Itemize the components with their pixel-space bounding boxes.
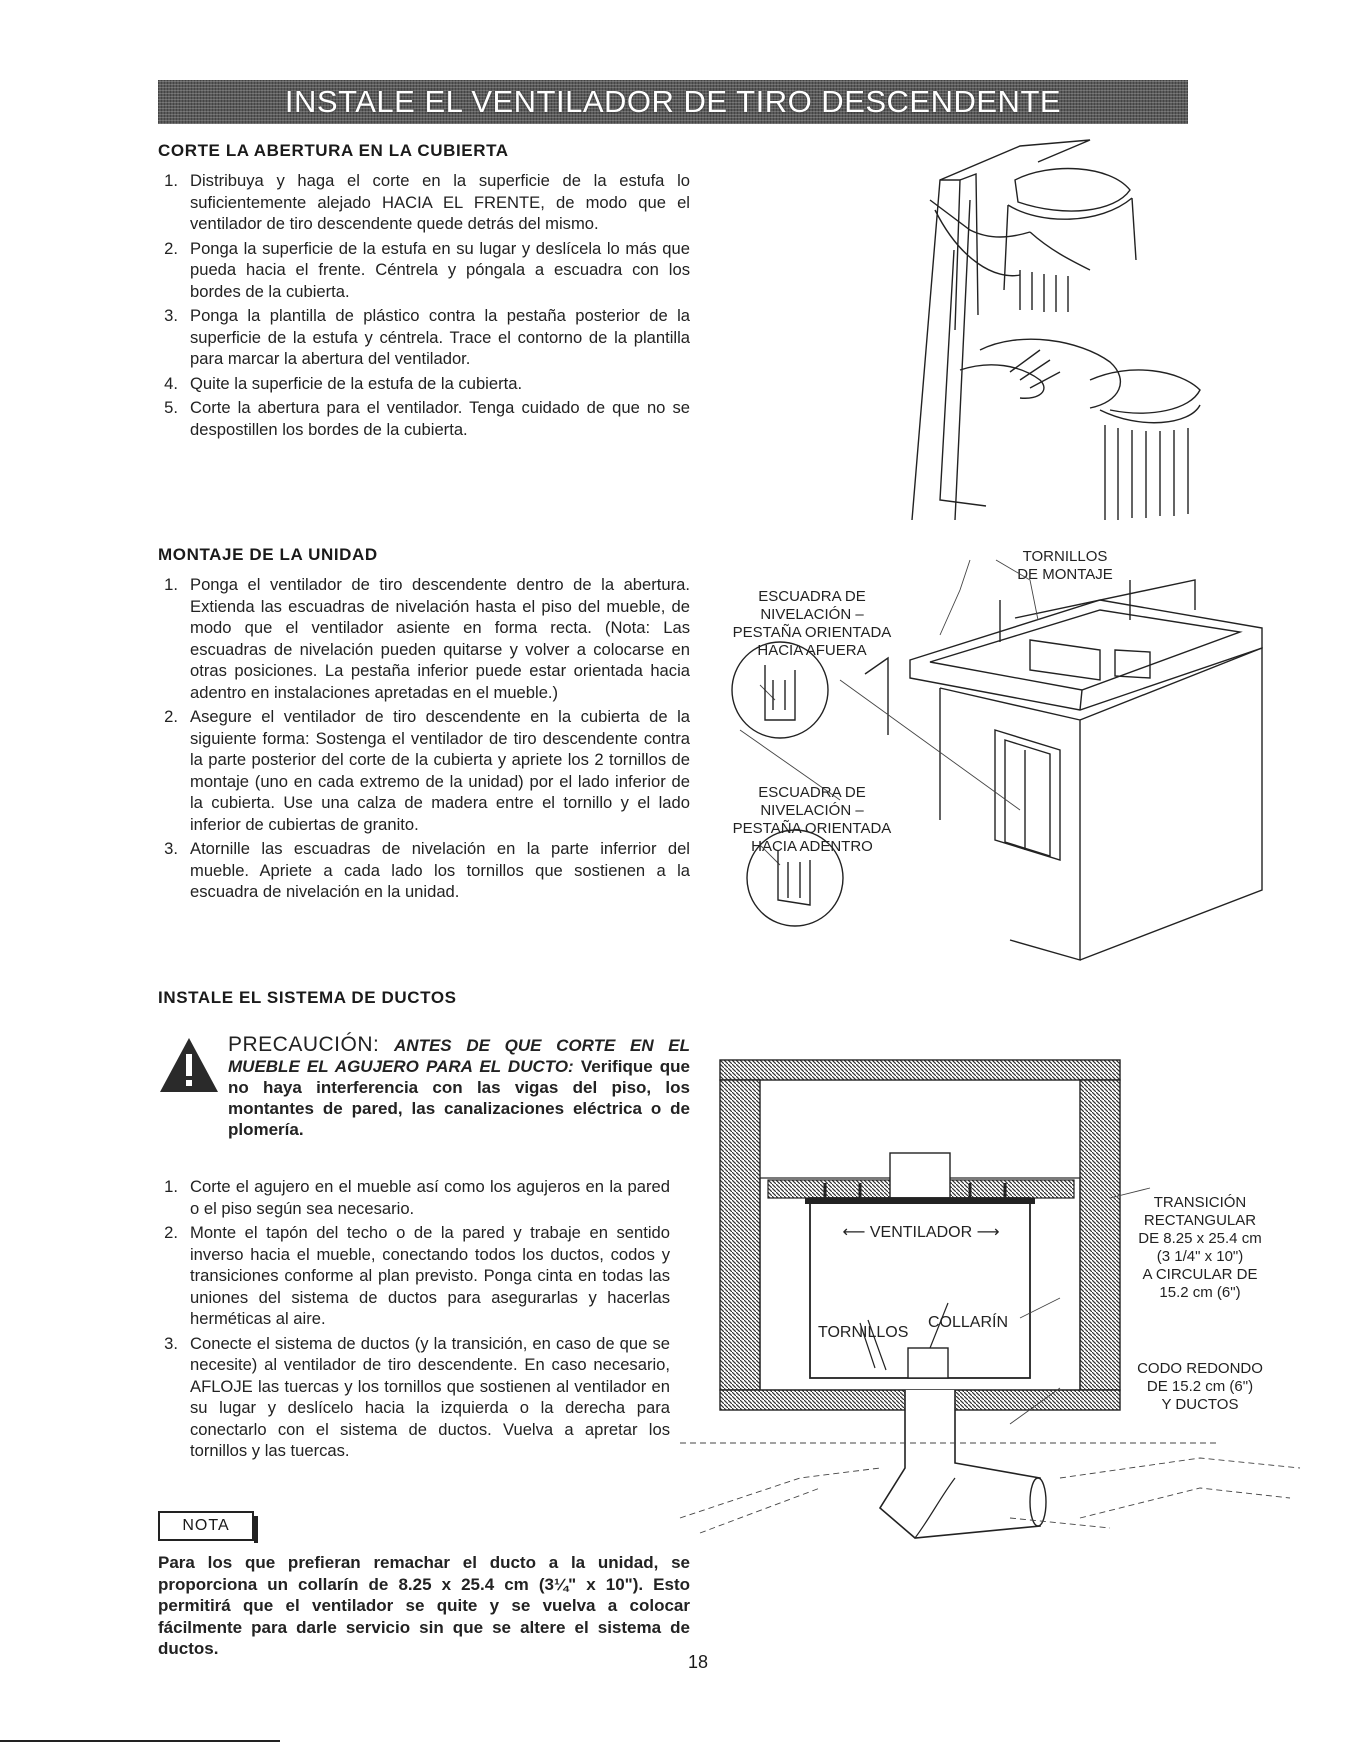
page-title: INSTALE EL VENTILADOR DE TIRO DESCENDENTE — [284, 84, 1062, 119]
label-tornillos: TORNILLOS — [818, 1324, 909, 1341]
footer-rule — [0, 1740, 280, 1742]
label-ventilador: ⟵ VENTILADOR ⟶ — [842, 1224, 1000, 1241]
duct-system-illustration — [680, 1048, 1300, 1558]
arrow-left-icon: ⟵ — [842, 1224, 866, 1241]
label-escuadra-afuera: ESCUADRA DE NIVELACIÓN – PESTAÑA ORIENTADA HACIA AFUERA — [732, 588, 892, 659]
list-item: 3. Ponga la plantilla de plástico contra la pestaña posterior de la superficie de la estufa y céntrela. Trace el contorno de la plantilla para marcar la abertura del ventilador. — [164, 306, 690, 368]
nota-text: Para los que prefieran remachar el ducto a la unidad, se proporciona un collarín de 8.25 x 25.4 cm (3¼" x 10"). Esto permitirá que el ventilador se quite y se vuelva a colocar fácilmente para darle servicio sin que se altere el sistema de ductos. — [158, 1553, 690, 1658]
section-heading-ductos: INSTALE EL SISTEMA DE DUCTOS — [158, 988, 457, 1007]
list-item: 2. Monte el tapón del techo o de la pared y trabaje en sentido inverso hacia el mueble, conectando todos los ductos, codos y transiciones conforme al plan previsto. Ponga cinta en todas las uniones del sistema de ductos para asegurarlas y hacerlas herméticas al aire. — [164, 1223, 670, 1328]
list-item: 3. Conecte el sistema de ductos (y la transición, en caso de que se necesite) al ventilador de tiro descendente. En caso necesario, AFLOJE las tuercas y los tornillos que sostienen al ventilador en su lugar y deslícelo hacia la izquierda o la derecha para conectarlo con el sistema de ductos. Vuelva a apretar los tornillos y las tuercas. — [164, 1333, 670, 1460]
caution-emphasis: ANTES DE QUE CORTE EN EL MUEBLE EL AGUJERO PARA EL DUCTO: — [228, 1036, 690, 1076]
label-tornillos-montaje: TORNILLOS DE MONTAJE — [1017, 548, 1113, 583]
caution-text: Verifique que no haya interferencia con las vigas del piso, los montantes de pared, las canalizaciones eléctrica o de plomería. — [228, 1057, 691, 1139]
label-escuadra-adentro: ESCUADRA DE NIVELACIÓN – PESTAÑA ORIENTADA HACIA ADENTRO — [732, 784, 892, 855]
list-item: 2. Asegure el ventilador de tiro descendente en la cubierta de la siguiente forma: Sostenga el ventilador de tiro descendente contra la parte posterior del corte de la cubierta y apriete los 2 tornillos de montaje (uno en cada extremo de la unidad) por el lado inferior de la cubierta. Use una calza de madera entre el tornillo y el lado inferior de cubiertas de granito. — [164, 707, 690, 834]
steps-montaje — [158, 574, 690, 906]
steps-corte — [158, 170, 690, 443]
caution-title: PRECAUCIÓN: — [228, 1033, 380, 1056]
section-heading-montaje: MONTAJE DE LA UNIDAD — [158, 545, 378, 564]
title-banner — [158, 80, 1188, 124]
list-item: 1. Ponga el ventilador de tiro descendente dentro de la abertura. Extienda las escuadras de nivelación hasta el piso del mueble, de modo que el ventilador asiente en forma recta. (Nota: Las escuadras de nivelación pueden quitarse y volver a colocarse en otras posiciones. La pestaña inferior puede estar orientada hacia adentro en instalaciones apretadas en el mueble.) — [164, 575, 690, 702]
caution-block — [228, 1034, 690, 1140]
list-item: 2. Ponga la superficie de la estufa en su lugar y deslícela lo más que pueda hacia el frente. Céntrela y póngala a escuadra con los bordes de la cubierta. — [164, 238, 690, 301]
list-item: 3. Atornille las escuadras de nivelación en la parte inferrior del mueble. Apriete a cada lado los tornillos que sostienen a la escuadra de nivelación en la unidad. — [164, 839, 690, 901]
steps-ductos — [158, 1176, 670, 1465]
nota-label: NOTA — [158, 1511, 254, 1541]
list-item: 4. Quite la superficie de la estufa de la cubierta. — [164, 373, 523, 393]
list-item: 1. Corte el agujero en el mueble así como los agujeros en la pared o el piso según sea necesario. — [164, 1177, 670, 1218]
cabinet-bracket-illustration — [800, 560, 1270, 980]
section-heading-corte: CORTE LA ABERTURA EN LA CUBIERTA — [158, 141, 509, 160]
label-collarin: COLLARÍN — [928, 1314, 1009, 1331]
page-number: 18 — [688, 1652, 709, 1672]
warning-icon — [158, 1036, 220, 1094]
arrow-right-icon: ⟶ — [976, 1224, 1000, 1241]
label-codo: CODO REDONDO DE 15.2 cm (6") Y DUCTOS — [1137, 1360, 1263, 1413]
list-item: 1. Distribuya y haga el corte en la superficie de la estufa lo suficientemente alejado HACIA EL FRENTE, de modo que el ventilador de tiro descendente quede detrás del mismo. — [164, 171, 690, 233]
list-item: 5. Corte la abertura para el ventilador. Tenga cuidado de que no se despostillen los bordes de la cubierta. — [164, 398, 690, 439]
label-transicion: TRANSICIÓN RECTANGULAR DE 8.25 x 25.4 cm (3 1/4" x 10") A CIRCULAR DE 15.2 cm (6") — [1138, 1194, 1262, 1301]
tracing-template-illustration — [900, 140, 1200, 520]
